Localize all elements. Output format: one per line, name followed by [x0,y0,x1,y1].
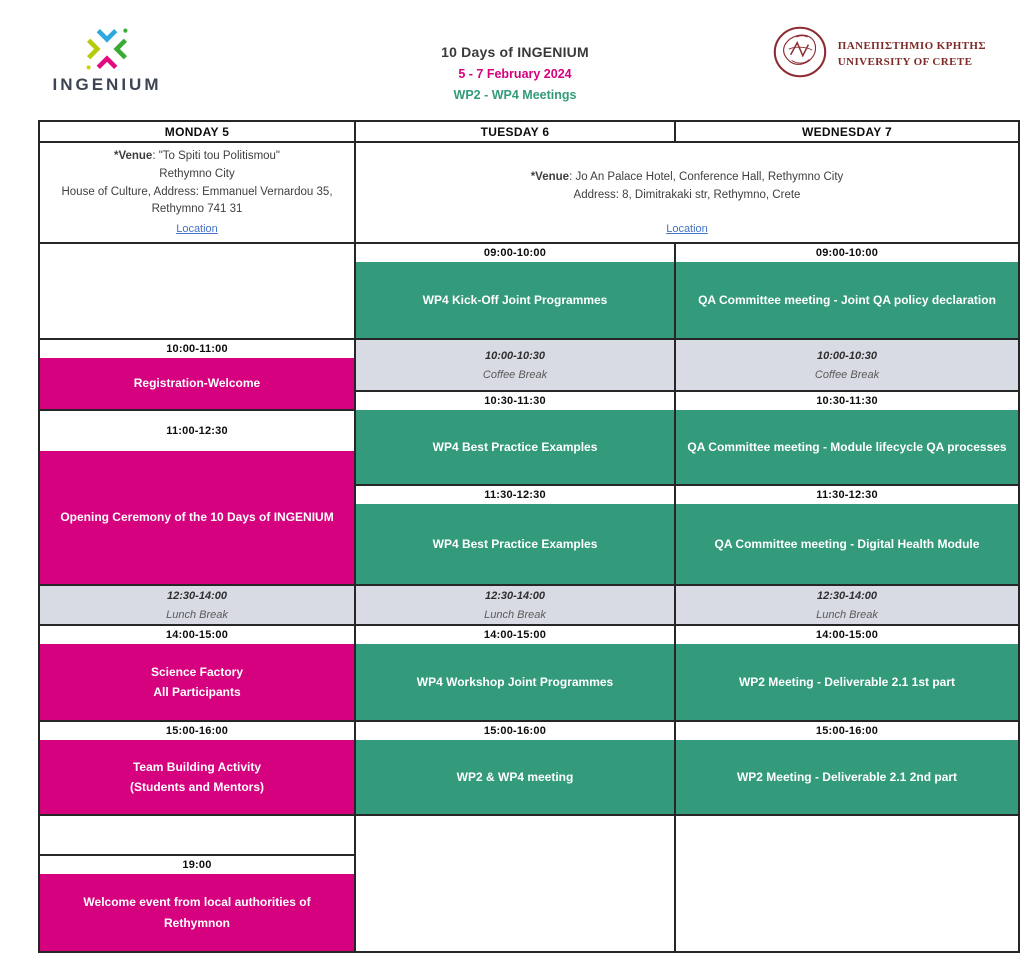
venue-cell-tuesday-wednesday [356,143,1018,242]
venue-line-rest: : Jo An Palace Hotel, Conference Hall, Rethymno City [569,171,844,183]
event-cell-welcome-event [40,874,354,951]
time-label: 15:00-16:00 [165,725,229,737]
event-block-wp4-workshop [356,626,674,722]
break-time: 12:30-14:00 [485,589,545,602]
event-cell-opening-ceremony [40,451,354,584]
day-header-wednesday: WEDNESDAY 7 [802,124,892,139]
venue-label: *Venue [113,150,153,162]
column-wednesday [676,244,1018,951]
day-header-tuesday: TUESDAY 6 [356,122,676,141]
event-block-qa-digital-health [676,486,1018,586]
event-block-qa-lifecycle [676,392,1018,486]
event-block-opening-ceremony [40,411,354,586]
day-header-row [40,122,1018,143]
time-label: 11:30-12:30 [484,489,546,501]
break-label: Lunch Break [484,608,546,621]
ingenium-logo-icon [42,26,172,72]
venue-line [114,148,280,166]
empty-cell [676,816,1018,951]
column-monday [40,244,356,951]
event-cell-wp4-best-practice-1 [356,410,674,484]
page-header [0,0,1030,118]
university-of-crete-logo [772,24,986,85]
lunch-break-tuesday [356,586,674,626]
venue-line: Rethymno City [159,167,235,180]
time-label: 10:00-11:00 [166,343,228,355]
event-text: Opening Ceremony of the 10 Days of INGENIUM [60,510,334,525]
event-subtitle: WP2 - WP4 Meetings [453,88,577,102]
event-cell-qa-policy [676,262,1018,338]
venue-line-rest: : "To Spiti tou Politismou" [152,150,281,162]
event-text: Registration-Welcome [133,376,261,391]
event-text: All Participants [153,685,241,699]
university-name [838,39,986,71]
time-label: 11:30-12:30 [816,489,878,501]
event-text: (Students and Mentors) [130,780,264,794]
time-label: 11:00-12:30 [166,425,228,437]
event-text: WP2 Meeting - Deliverable 2.1 2nd part [736,769,958,784]
time-label: 15:00-16:00 [483,725,547,737]
event-text: WP2 & WP4 meeting [456,769,574,784]
event-cell-registration [40,358,354,409]
event-text: WP4 Best Practice Examples [432,439,598,454]
event-text: Welcome event from local authorities of Rethymnon [83,895,311,930]
event-cell-wp2-deliverable-2nd [676,740,1018,814]
event-block-qa-policy [676,244,1018,340]
event-text: Science Factory [150,664,244,679]
event-cell-qa-digital-health [676,504,1018,584]
event-title-block [315,44,715,102]
lunch-break-monday [40,586,354,626]
time-label: 19:00 [182,859,212,871]
event-cell-wp4-kickoff [356,262,674,338]
break-time: 12:30-14:00 [817,589,877,602]
break-label: Coffee Break [482,368,548,381]
venue-label: *Venue [530,171,570,183]
university-seal-icon [772,24,828,85]
location-link-tuesday-wednesday[interactable]: Location [666,222,708,235]
coffee-break-tuesday [356,340,674,392]
time-label: 14:00-15:00 [165,629,229,641]
event-cell-wp4-best-practice-2 [356,504,674,584]
university-name-english: UNIVERSITY OF CRETE [837,55,973,68]
empty-cell [40,816,354,856]
event-block-welcome-event [40,856,354,951]
event-block-wp2-wp4-meeting [356,722,674,816]
event-block-wp4-best-practice-2 [356,486,674,586]
event-text: Team Building Activity [132,759,261,774]
schedule-body [40,244,1018,951]
event-text: WP4 Kick-Off Joint Programmes [422,292,608,307]
day-header-monday: MONDAY 5 [40,122,356,141]
event-text: WP4 Workshop Joint Programmes [416,674,614,689]
break-time: 10:00-10:30 [485,349,545,362]
coffee-break-wednesday [676,340,1018,392]
event-block-team-building [40,722,354,816]
venue-row [40,143,1018,244]
break-time: 12:30-14:00 [167,589,227,602]
break-label: Coffee Break [814,368,880,381]
location-link-monday[interactable]: Location [176,222,218,235]
event-dates: 5 - 7 February 2024 [458,67,572,81]
event-cell-science-factory [40,644,354,720]
empty-cell [356,816,674,951]
time-label: 10:30-11:30 [816,395,878,407]
event-block-wp4-best-practice-1 [356,392,674,486]
time-label: 14:00-15:00 [815,629,879,641]
venue-line [531,169,844,187]
event-block-wp2-deliverable-2nd [676,722,1018,816]
time-label: 10:30-11:30 [484,395,546,407]
event-text: WP2 Meeting - Deliverable 2.1 1st part [738,674,956,689]
ingenium-logo [42,26,172,95]
event-text: QA Committee meeting - Module lifecycle QA processes [687,439,1007,454]
event-block-science-factory [40,626,354,722]
event-text: QA Committee meeting - Digital Health Module [714,536,980,551]
column-tuesday [356,244,676,951]
event-cell-wp2-wp4-meeting [356,740,674,814]
time-label: 15:00-16:00 [815,725,879,737]
ingenium-wordmark: INGENIUM [52,75,162,94]
event-block-wp4-kickoff [356,244,674,340]
event-text: WP4 Best Practice Examples [432,536,598,551]
schedule-table [38,120,1020,953]
lunch-break-wednesday [676,586,1018,626]
university-name-greek: ΠΑΝΕΠΙΣΤΗΜΙΟ ΚΡΗΤΗΣ [837,39,986,52]
event-cell-qa-lifecycle [676,410,1018,484]
venue-line: Address: 8, Dimitrakaki str, Rethymno, Crete [573,188,801,201]
venue-line: Rethymno 741 31 [151,203,243,216]
event-block-wp2-deliverable-1st [676,626,1018,722]
event-cell-team-building [40,740,354,814]
event-text: QA Committee meeting - Joint QA policy declaration [698,292,996,307]
time-label: 09:00-10:00 [815,247,879,259]
break-time: 10:00-10:30 [817,349,877,362]
event-title: 10 Days of INGENIUM [441,44,589,60]
time-label: 09:00-10:00 [483,247,547,259]
break-label: Lunch Break [816,608,878,621]
venue-cell-monday [40,143,356,242]
event-cell-wp4-workshop [356,644,674,720]
event-block-registration [40,340,354,411]
event-cell-wp2-deliverable-1st [676,644,1018,720]
venue-line: House of Culture, Address: Emmanuel Vernardou 35, [61,185,333,198]
empty-cell [40,244,354,340]
break-label: Lunch Break [166,608,228,621]
time-label: 14:00-15:00 [483,629,547,641]
